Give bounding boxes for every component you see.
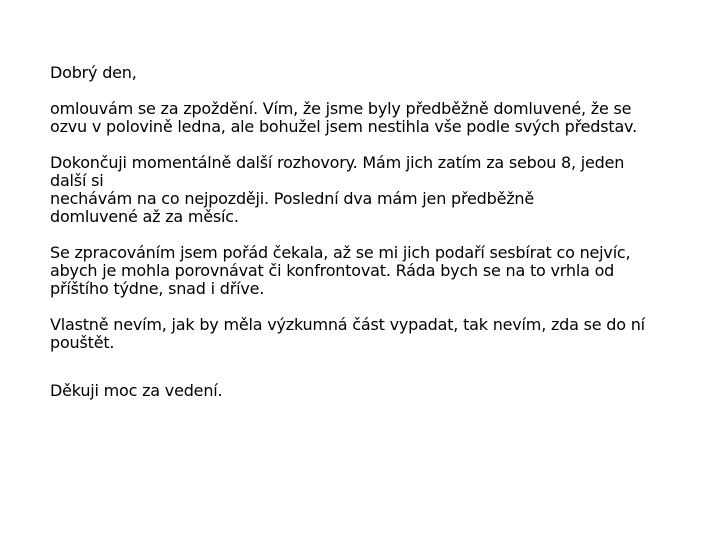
letter-body: [50, 64, 690, 419]
paragraph-line: Se zpracováním jsem pořád čekala, až se mi jich podaří sesbírat co nejvíc,: [50, 243, 631, 262]
greeting: [50, 64, 690, 82]
paragraph-line: pouštět.: [50, 333, 115, 352]
paragraph-research: [50, 316, 690, 352]
closing: [50, 382, 690, 400]
paragraph-apology: [50, 100, 690, 136]
closing-text: Děkuji moc za vedení.: [50, 381, 223, 400]
paragraph-line: Vlastně nevím, jak by měla výzkumná část vypadat, tak nevím, zda se do ní: [50, 315, 645, 334]
paragraph-processing: [50, 244, 690, 298]
paragraph-line: příštího týdne, snad i dříve.: [50, 279, 265, 298]
greeting-text: Dobrý den,: [50, 63, 137, 82]
paragraph-interviews: [50, 154, 690, 226]
paragraph-line: Dokončuji momentálně další rozhovory. Mám jich zatím za sebou 8, jeden: [50, 153, 625, 172]
paragraph-line: domluvené až za měsíc.: [50, 207, 239, 226]
paragraph-line: další si: [50, 171, 104, 190]
paragraph-line: omlouvám se za zpoždění. Vím, že jsme byly předběžně domluvené, že se: [50, 99, 632, 118]
paragraph-line: ozvu v polovině ledna, ale bohužel jsem nestihla vše podle svých představ.: [50, 117, 637, 136]
paragraph-line: abych je mohla porovnávat či konfrontovat. Ráda bych se na to vrhla od: [50, 261, 615, 280]
paragraph-line: nechávám na co nejpozději. Poslední dva mám jen předběžně: [50, 189, 534, 208]
